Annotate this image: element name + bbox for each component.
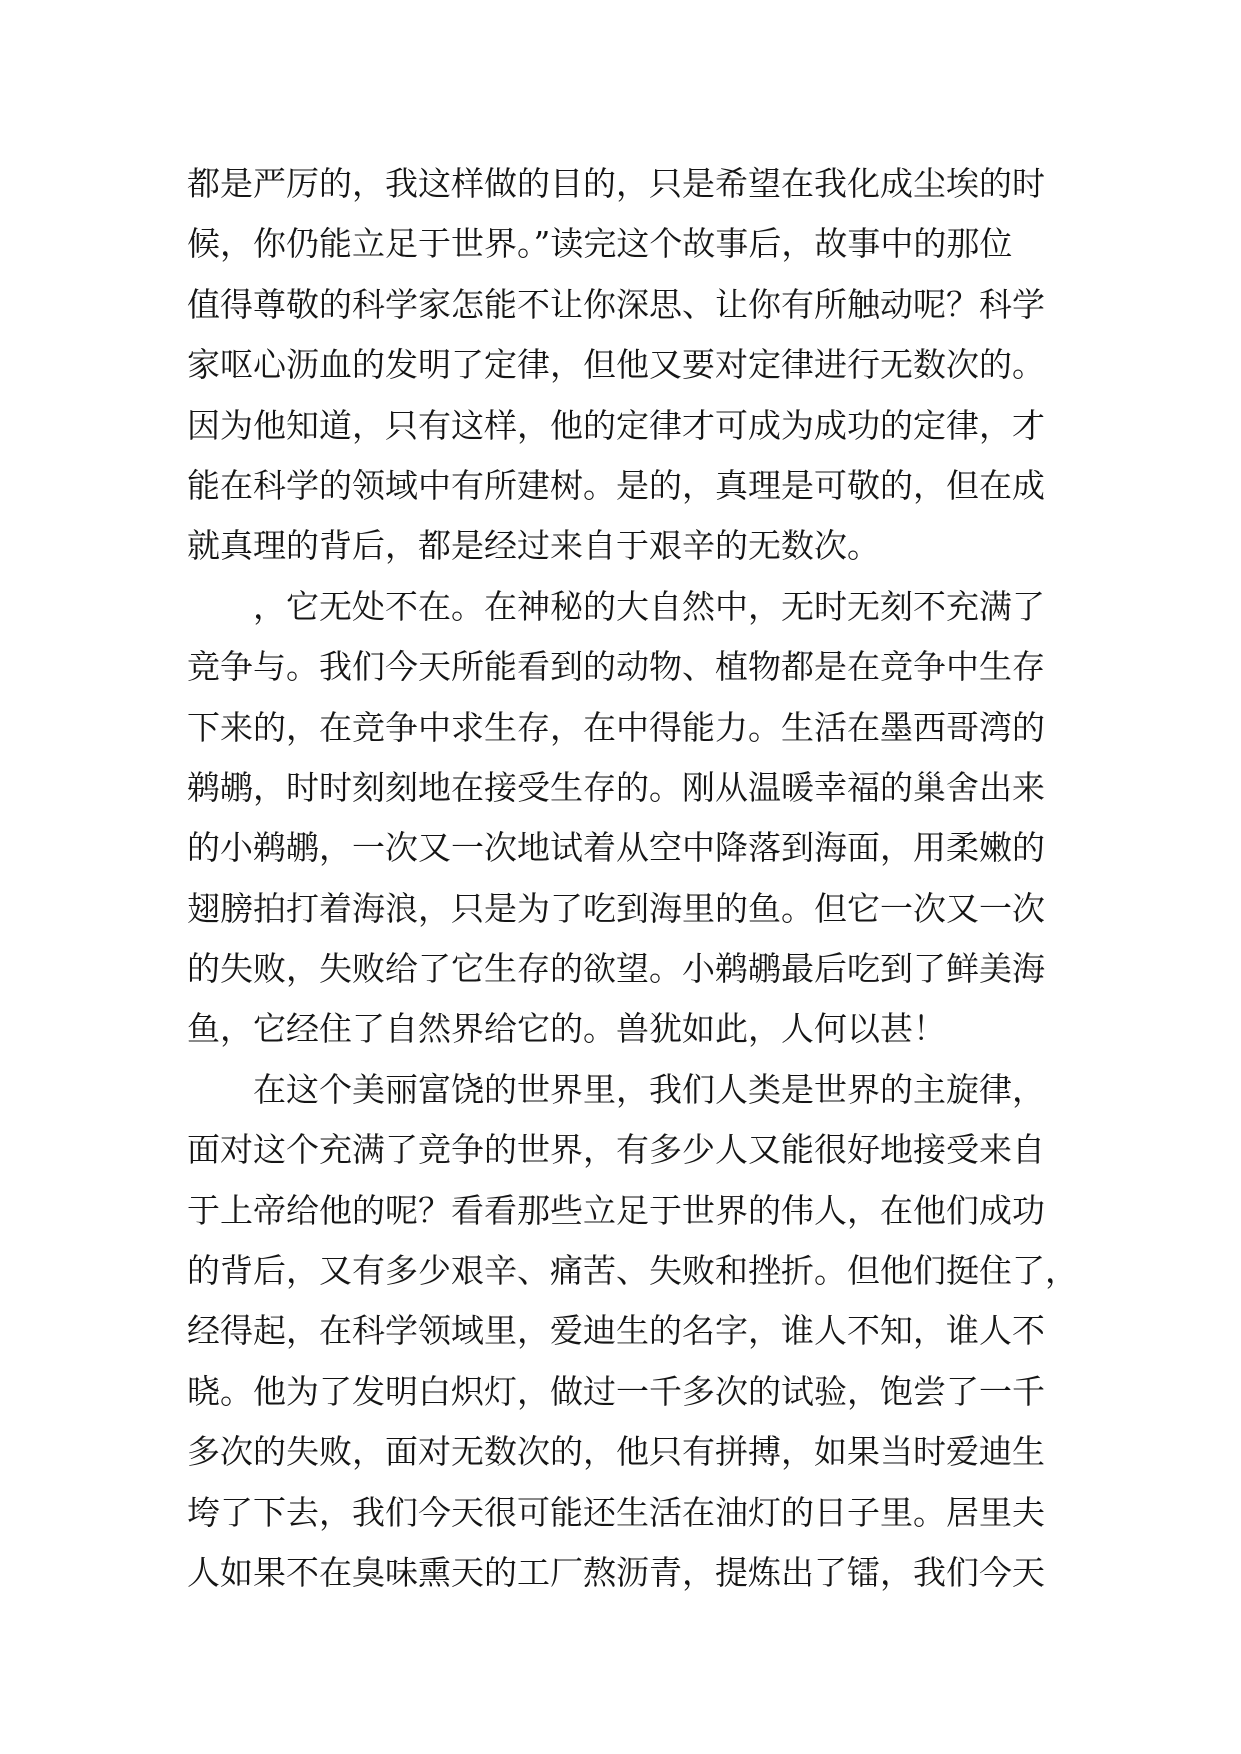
- text-line: 家呕心沥血的发明了定律，但他又要对定律进行无数次的。: [187, 345, 1045, 385]
- text-line: 能在科学的领域中有所建树。是的，真理是可敬的，但在成: [187, 465, 1045, 505]
- text-line: 的失败，失败给了它生存的欲望。小鹈鹕最后吃到了鲜美海: [187, 949, 1045, 989]
- text-line: 于上帝给他的呢？看看那些立足于世界的伟人，在他们成功: [187, 1190, 1045, 1230]
- paragraph: [187, 577, 1087, 1060]
- text-line: 都是严厉的，我这样做的目的，只是希望在我化成尘埃的时: [187, 164, 1045, 203]
- text-line: 就真理的背后，都是经过来自于艰辛的无数次。: [187, 526, 880, 566]
- text-line: 鹈鹕，时时刻刻地在接受生存的。刚从温暖幸福的巢舍出来: [187, 767, 1045, 807]
- text-line: 的小鹈鹕，一次又一次地试着从空中降落到海面，用柔嫩的: [187, 828, 1045, 868]
- text-line: 的背后，又有多少艰辛、痛苦、失败和挫折。但他们挺住了，: [187, 1251, 1078, 1291]
- text-line: 垮了下去，我们今天很可能还生活在油灯的日子里。居里夫: [187, 1492, 1045, 1532]
- text-line: 翅膀拍打着海浪，只是为了吃到海里的鱼。但它一次又一次: [187, 888, 1045, 928]
- text-line: 下来的，在竞争中求生存，在中得能力。生活在墨西哥湾的: [187, 707, 1045, 747]
- text-line: 多次的失败，面对无数次的，他只有拼搏，如果当时爱迪生: [187, 1432, 1045, 1472]
- text-line: 竞争与。我们今天所能看到的动物、植物都是在竞争中生存: [187, 647, 1045, 687]
- text-line: 经得起，在科学领域里，爱迪生的名字，谁人不知，谁人不: [187, 1311, 1045, 1351]
- text-line: 候，你仍能立足于世界。”读完这个故事后，故事中的那位: [187, 224, 1013, 264]
- text-line: 因为他知道，只有这样，他的定律才可成为成功的定律，才: [187, 405, 1045, 445]
- text-line: 人如果不在臭味熏天的工厂熬沥青，提炼出了镭，我们今天: [187, 1552, 1045, 1592]
- text-line: 鱼，它经住了自然界给它的。兽犹如此，人何以甚！: [187, 1009, 946, 1049]
- text-line: 在这个美丽富饶的世界里，我们人类是世界的主旋律，: [253, 1069, 1045, 1109]
- text-line: ，它无处不在。在神秘的大自然中，无时无刻不充满了: [253, 586, 1045, 626]
- paragraph: [187, 1060, 1087, 1604]
- paragraph: [187, 154, 1087, 577]
- text-line: 面对这个充满了竞争的世界，有多少人又能很好地接受来自: [187, 1130, 1045, 1170]
- text-line: 晓。他为了发明白炽灯，做过一千多次的试验，饱尝了一千: [187, 1371, 1045, 1411]
- body-text: [187, 154, 1087, 1603]
- text-line: 值得尊敬的科学家怎能不让你深思、让你有所触动呢？科学: [187, 284, 1045, 324]
